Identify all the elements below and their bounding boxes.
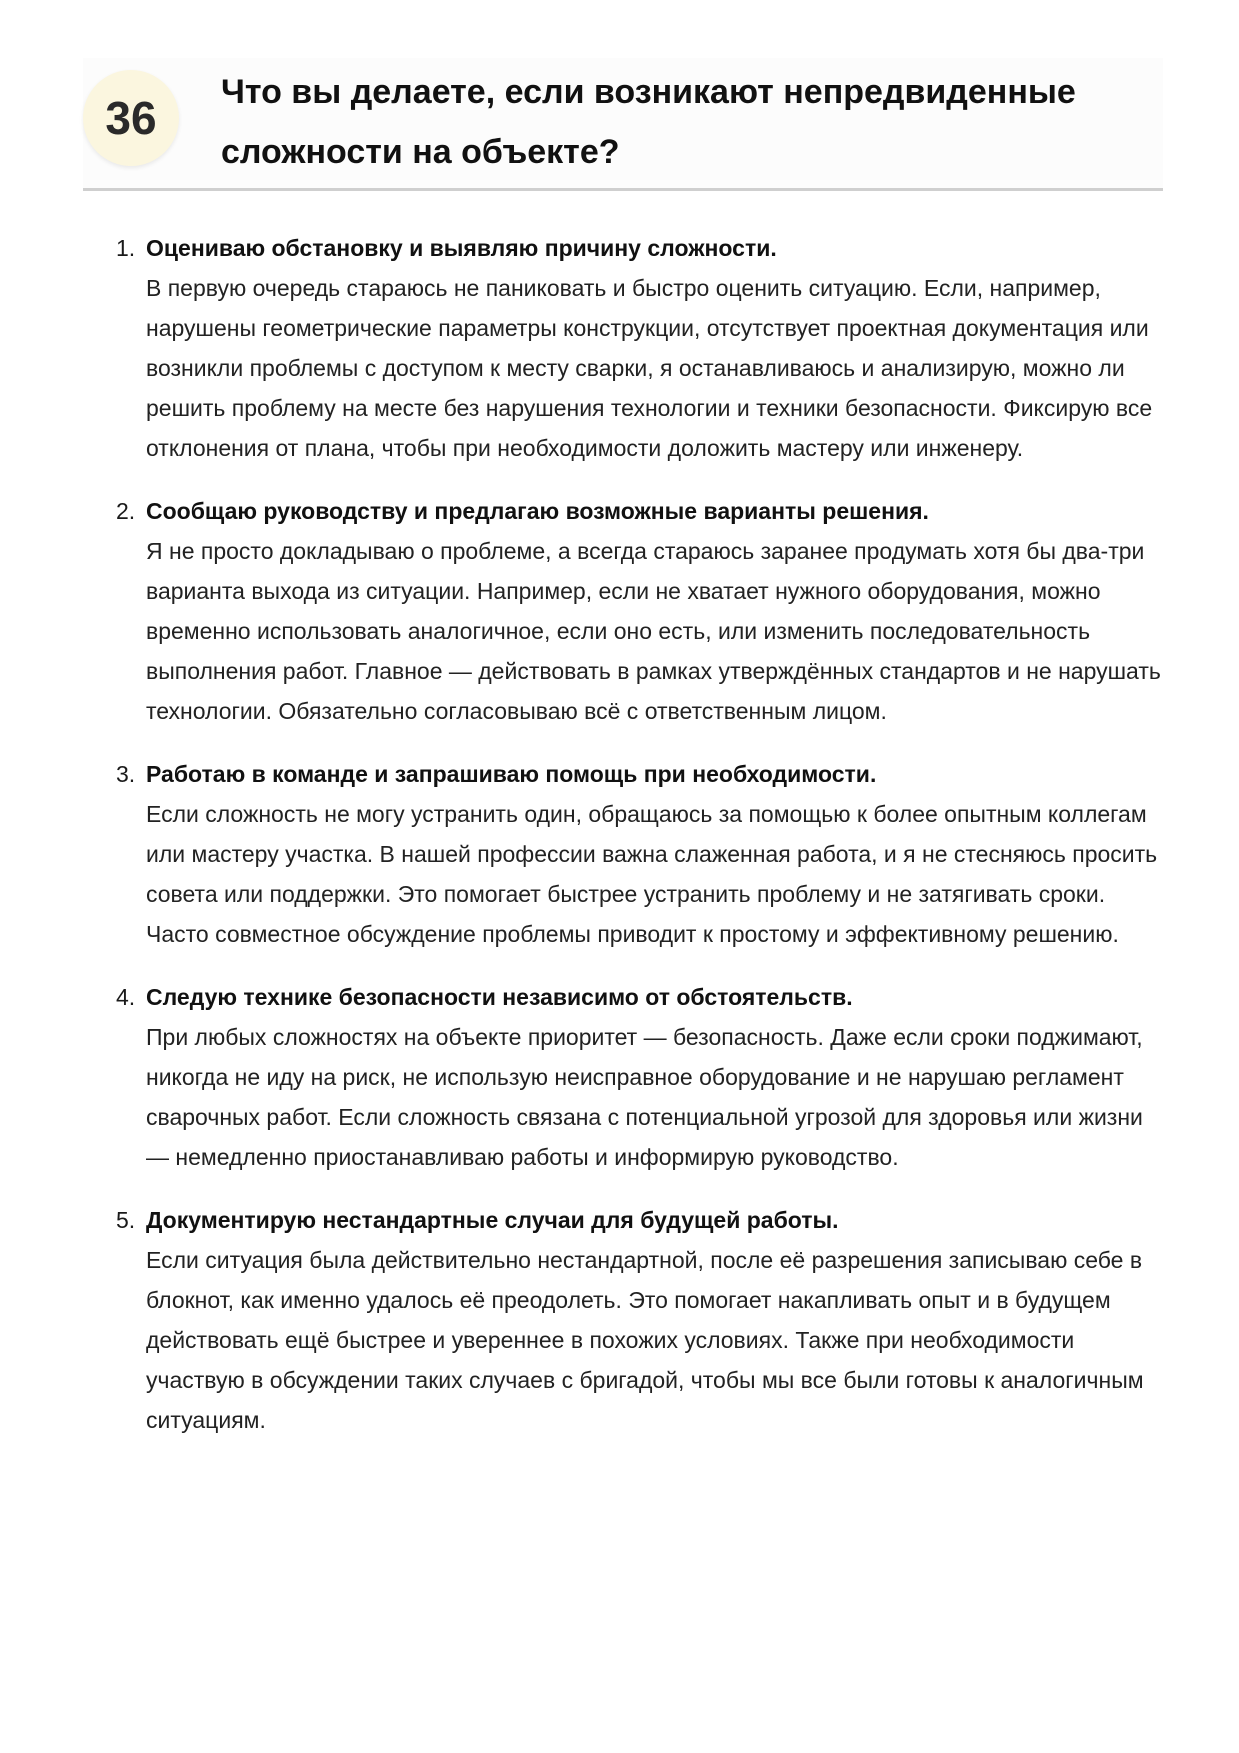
list-item-body: В первую очередь стараюсь не паниковать и быстро оценить ситуацию. Если, например, нарушены геометрические параметры конструкции, отсутствует проектная документация или возникли проблемы с доступом к месту сварки, я останавливаюсь и анализирую, можно ли решить проблему на месте без нарушения технологии и техники безопасности. Фиксирую все отклонения от плана, чтобы при необходимости доложить мастеру или инженеру. — [146, 275, 1153, 461]
question-header — [83, 58, 1163, 191]
question-title: Что вы делаете, если возникают непредвиденные сложности на объекте? — [221, 73, 1076, 171]
list-item — [116, 1200, 1166, 1440]
list-item-heading: Сообщаю руководству и предлагаю возможные варианты решения. — [146, 498, 929, 524]
list-item — [116, 491, 1166, 731]
list-item-body: Я не просто докладываю о проблеме, а всегда стараюсь заранее продумать хотя бы два-три варианта выхода из ситуации. Например, если не хватает нужного оборудования, можно временно использовать аналогичное, если оно есть, или изменить последовательность выполнения работ. Главное — действовать в рамках утверждённых стандартов и не нарушать технологии. Обязательно согласовываю всё с ответственным лицом. — [146, 538, 1161, 724]
list-item-number: 2. — [116, 498, 136, 524]
list-item-body: При любых сложностях на объекте приоритет — безопасность. Даже если сроки поджимают, никогда не иду на риск, не использую неисправное оборудование и не нарушаю регламент сварочных работ. Если сложность связана с потенциальной угрозой для здоровья или жизни — немедленно приостанавливаю работы и информирую руководство. — [146, 1024, 1143, 1170]
list-item-number: 1. — [116, 235, 136, 261]
list-item — [116, 228, 1166, 468]
list-item-number: 3. — [116, 761, 136, 787]
list-item-number: 4. — [116, 984, 136, 1010]
list-item-heading: Оцениваю обстановку и выявляю причину сложности. — [146, 235, 777, 261]
list-item-body: Если сложность не могу устранить один, обращаюсь за помощью к более опытным коллегам или мастеру участка. В нашей профессии важна слаженная работа, и я не стесняюсь просить совета или поддержки. Это помогает быстрее устранить проблему и не затягивать сроки. Часто совместное обсуждение проблемы приводит к простому и эффективному решению. — [146, 801, 1158, 947]
list-item-heading: Работаю в команде и запрашиваю помощь при необходимости. — [146, 761, 877, 787]
list-item-number: 5. — [116, 1207, 136, 1233]
list-item — [116, 754, 1166, 954]
answer-list — [116, 228, 1166, 1463]
list-item — [116, 977, 1166, 1177]
list-item-body: Если ситуация была действительно нестандартной, после её разрешения записываю себе в блокнот, как именно удалось её преодолеть. Это помогает накапливать опыт и в будущем действовать ещё быстрее и увереннее в похожих условиях. Также при необходимости участвую в обсуждении таких случаев с бригадой, чтобы мы все были готовы к аналогичным ситуациям. — [146, 1247, 1144, 1433]
question-number-badge: 36 — [83, 70, 179, 166]
list-item-heading: Документирую нестандартные случаи для будущей работы. — [146, 1207, 839, 1233]
list-item-heading: Следую технике безопасности независимо от обстоятельств. — [146, 984, 853, 1010]
